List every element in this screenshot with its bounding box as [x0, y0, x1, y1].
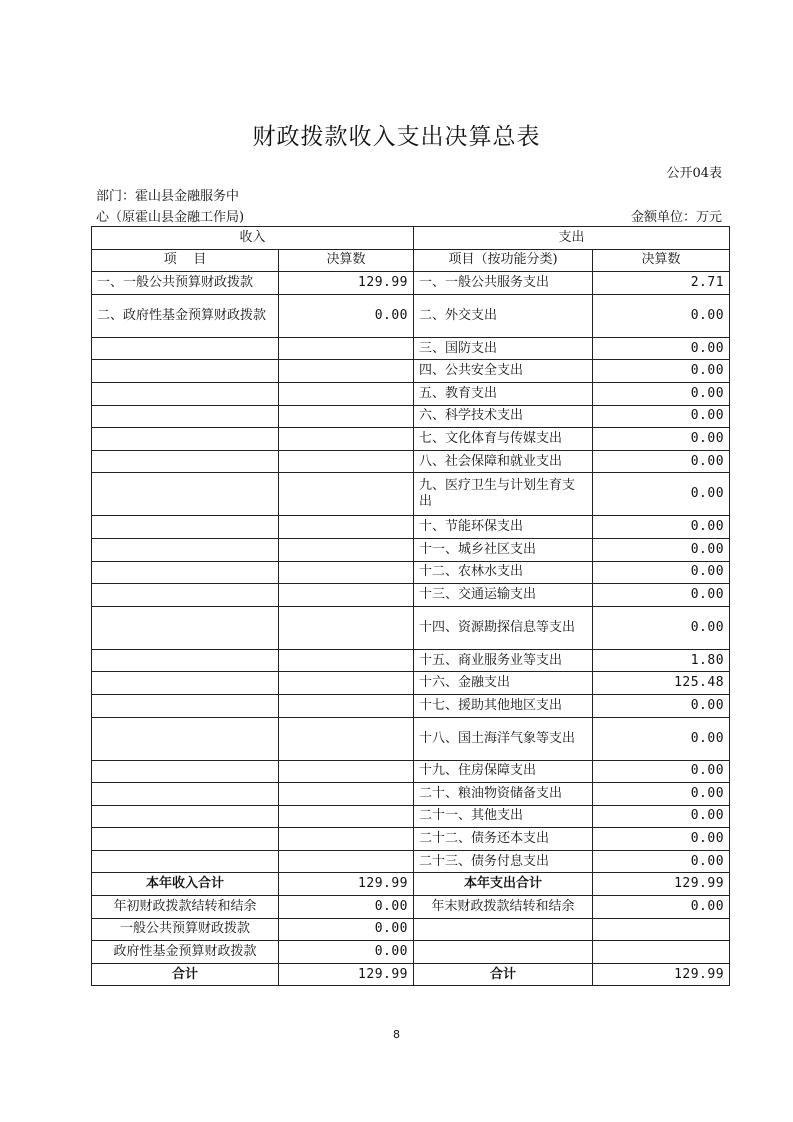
expense-item-label: 七、文化体育与传媒支出 — [414, 428, 593, 451]
empty-cell — [593, 918, 730, 941]
expense-item-value: 0.00 — [593, 760, 730, 783]
expense-item-value: 0.00 — [593, 584, 730, 607]
table-row — [92, 672, 730, 695]
expense-item-label: 二十二、债务还本支出 — [414, 828, 593, 851]
expense-item-label: 十五、商业服务业等支出 — [414, 649, 593, 672]
table-row — [92, 337, 730, 360]
table-row — [92, 428, 730, 451]
expense-item-label: 十二、农林水支出 — [414, 561, 593, 584]
expense-item-label: 二十三、债务付息支出 — [414, 850, 593, 873]
income-item-value — [279, 649, 414, 672]
table-row — [92, 606, 730, 649]
income-item-label — [92, 337, 279, 360]
income-item-value — [279, 428, 414, 451]
income-item-value — [279, 584, 414, 607]
income-item-value — [279, 760, 414, 783]
income-amount-header: 决算数 — [279, 249, 414, 272]
expense-item-label: 十九、住房保障支出 — [414, 760, 593, 783]
income-item-value — [279, 473, 414, 516]
expense-item-label: 九、医疗卫生与计划生育支出 — [414, 473, 593, 516]
income-item-header: 项 目 — [92, 249, 279, 272]
income-item-label — [92, 450, 279, 473]
table-row — [92, 694, 730, 717]
expense-item-label: 六、科学技术支出 — [414, 405, 593, 428]
expense-carryover-label: 年末财政拨款结转和结余 — [414, 896, 593, 919]
expense-item-value: 0.00 — [593, 828, 730, 851]
expense-item-value: 0.00 — [593, 805, 730, 828]
expense-item-label: 十一、城乡社区支出 — [414, 538, 593, 561]
department-line-1: 部门：霍山县金融服务中 — [96, 189, 240, 204]
expense-item-value: 0.00 — [593, 360, 730, 383]
expense-header: 支出 — [414, 227, 730, 250]
income-header: 收入 — [92, 227, 414, 250]
expense-item-value: 0.00 — [593, 783, 730, 806]
income-item-value — [279, 850, 414, 873]
income-item-label — [92, 382, 279, 405]
expense-total-value: 129.99 — [593, 963, 730, 986]
carryover-fund-value: 0.00 — [279, 941, 414, 964]
expense-item-value: 0.00 — [593, 516, 730, 539]
income-item-label: 二、政府性基金预算财政拨款 — [92, 294, 279, 337]
income-item-value — [279, 450, 414, 473]
expense-item-label: 八、社会保障和就业支出 — [414, 450, 593, 473]
table-row — [92, 828, 730, 851]
income-item-label — [92, 828, 279, 851]
table-row — [92, 760, 730, 783]
income-item-label — [92, 516, 279, 539]
expense-item-value: 0.00 — [593, 382, 730, 405]
expense-total-label: 合计 — [414, 963, 593, 986]
income-item-value — [279, 360, 414, 383]
expense-item-value: 0.00 — [593, 538, 730, 561]
carryover-fund-label: 政府性基金预算财政拨款 — [92, 941, 279, 964]
table-row — [92, 405, 730, 428]
income-item-label — [92, 360, 279, 383]
expense-item-label: 五、教育支出 — [414, 382, 593, 405]
income-item-label: 一、一般公共预算财政拨款 — [92, 272, 279, 295]
table-row — [92, 294, 730, 337]
table-row — [92, 649, 730, 672]
expense-item-label: 十七、援助其他地区支出 — [414, 694, 593, 717]
expense-item-value: 0.00 — [593, 337, 730, 360]
expense-item-value: 0.00 — [593, 561, 730, 584]
income-item-label — [92, 805, 279, 828]
income-item-value — [279, 606, 414, 649]
table-row — [92, 783, 730, 806]
income-subtotal-label: 本年收入合计 — [92, 873, 279, 896]
table-row — [92, 805, 730, 828]
income-item-label — [92, 584, 279, 607]
income-item-label — [92, 850, 279, 873]
expense-item-value: 0.00 — [593, 294, 730, 337]
expense-item-label: 二十、粮油物资储备支出 — [414, 783, 593, 806]
expense-item-label: 二十一、其他支出 — [414, 805, 593, 828]
expense-item-value: 0.00 — [593, 473, 730, 516]
income-item-label — [92, 694, 279, 717]
table-row — [92, 473, 730, 516]
expense-item-value: 0.00 — [593, 717, 730, 760]
income-item-label — [92, 783, 279, 806]
table-row — [92, 717, 730, 760]
income-item-value — [279, 672, 414, 695]
income-subtotal-value: 129.99 — [279, 873, 414, 896]
expense-item-value: 2.71 — [593, 272, 730, 295]
table-row — [92, 360, 730, 383]
income-item-label — [92, 473, 279, 516]
income-item-label — [92, 760, 279, 783]
income-item-value — [279, 561, 414, 584]
income-item-value — [279, 337, 414, 360]
income-total-label: 合计 — [92, 963, 279, 986]
subtotal-row — [92, 873, 730, 896]
expense-item-value: 0.00 — [593, 850, 730, 873]
expense-item-value: 0.00 — [593, 450, 730, 473]
carryover-fund-row — [92, 941, 730, 964]
expense-item-label: 十四、资源勘探信息等支出 — [414, 606, 593, 649]
table-row — [92, 538, 730, 561]
page-title: 财政拨款收入支出决算总表 — [252, 124, 541, 150]
income-item-value — [279, 805, 414, 828]
income-item-label — [92, 717, 279, 760]
income-item-value — [279, 538, 414, 561]
income-carryover-label: 年初财政拨款结转和结余 — [92, 896, 279, 919]
header-row-columns — [92, 249, 730, 272]
income-item-value: 0.00 — [279, 294, 414, 337]
income-item-value — [279, 828, 414, 851]
empty-cell — [414, 941, 593, 964]
expense-item-value: 0.00 — [593, 694, 730, 717]
income-item-value — [279, 694, 414, 717]
expense-item-label: 一、一般公共服务支出 — [414, 272, 593, 295]
page-number: 8 — [393, 1028, 400, 1041]
table-row — [92, 850, 730, 873]
expense-item-label: 二、外交支出 — [414, 294, 593, 337]
table-row — [92, 516, 730, 539]
expense-item-value: 1.80 — [593, 649, 730, 672]
expense-item-value: 0.00 — [593, 405, 730, 428]
carryover-general-label: 一般公共预算财政拨款 — [92, 918, 279, 941]
expense-item-label: 三、国防支出 — [414, 337, 593, 360]
carryover-row — [92, 896, 730, 919]
carryover-general-row — [92, 918, 730, 941]
expense-carryover-value: 0.00 — [593, 896, 730, 919]
income-item-label — [92, 672, 279, 695]
total-row — [92, 963, 730, 986]
income-item-label — [92, 405, 279, 428]
expense-item-value: 125.48 — [593, 672, 730, 695]
income-item-value — [279, 516, 414, 539]
income-carryover-value: 0.00 — [279, 896, 414, 919]
form-number: 公开04表 — [666, 166, 722, 181]
carryover-general-value: 0.00 — [279, 918, 414, 941]
header-row-group — [92, 227, 730, 250]
income-item-label — [92, 561, 279, 584]
income-item-value — [279, 405, 414, 428]
table-row — [92, 584, 730, 607]
table-row — [92, 450, 730, 473]
income-item-label — [92, 649, 279, 672]
expense-item-value: 0.00 — [593, 606, 730, 649]
empty-cell — [593, 941, 730, 964]
table-row — [92, 382, 730, 405]
amount-unit: 金额单位：万元 — [630, 210, 722, 225]
expense-item-label: 十八、国土海洋气象等支出 — [414, 717, 593, 760]
income-item-value: 129.99 — [279, 272, 414, 295]
table-row — [92, 272, 730, 295]
department-line-2: 心（原霍山县金融工作局) — [96, 210, 245, 225]
expense-item-header: 项目（按功能分类) — [414, 249, 593, 272]
expense-item-label: 十、节能环保支出 — [414, 516, 593, 539]
empty-cell — [414, 918, 593, 941]
expense-amount-header: 决算数 — [593, 249, 730, 272]
expense-item-label: 十三、交通运输支出 — [414, 584, 593, 607]
expense-subtotal-value: 129.99 — [593, 873, 730, 896]
income-item-label — [92, 538, 279, 561]
income-item-label — [92, 606, 279, 649]
expense-subtotal-label: 本年支出合计 — [414, 873, 593, 896]
income-item-value — [279, 783, 414, 806]
budget-summary-table — [91, 226, 730, 986]
income-item-value — [279, 382, 414, 405]
expense-item-label: 四、公共安全支出 — [414, 360, 593, 383]
expense-item-value: 0.00 — [593, 428, 730, 451]
income-item-value — [279, 717, 414, 760]
income-total-value: 129.99 — [279, 963, 414, 986]
expense-item-label: 十六、金融支出 — [414, 672, 593, 695]
table-row — [92, 561, 730, 584]
income-item-label — [92, 428, 279, 451]
